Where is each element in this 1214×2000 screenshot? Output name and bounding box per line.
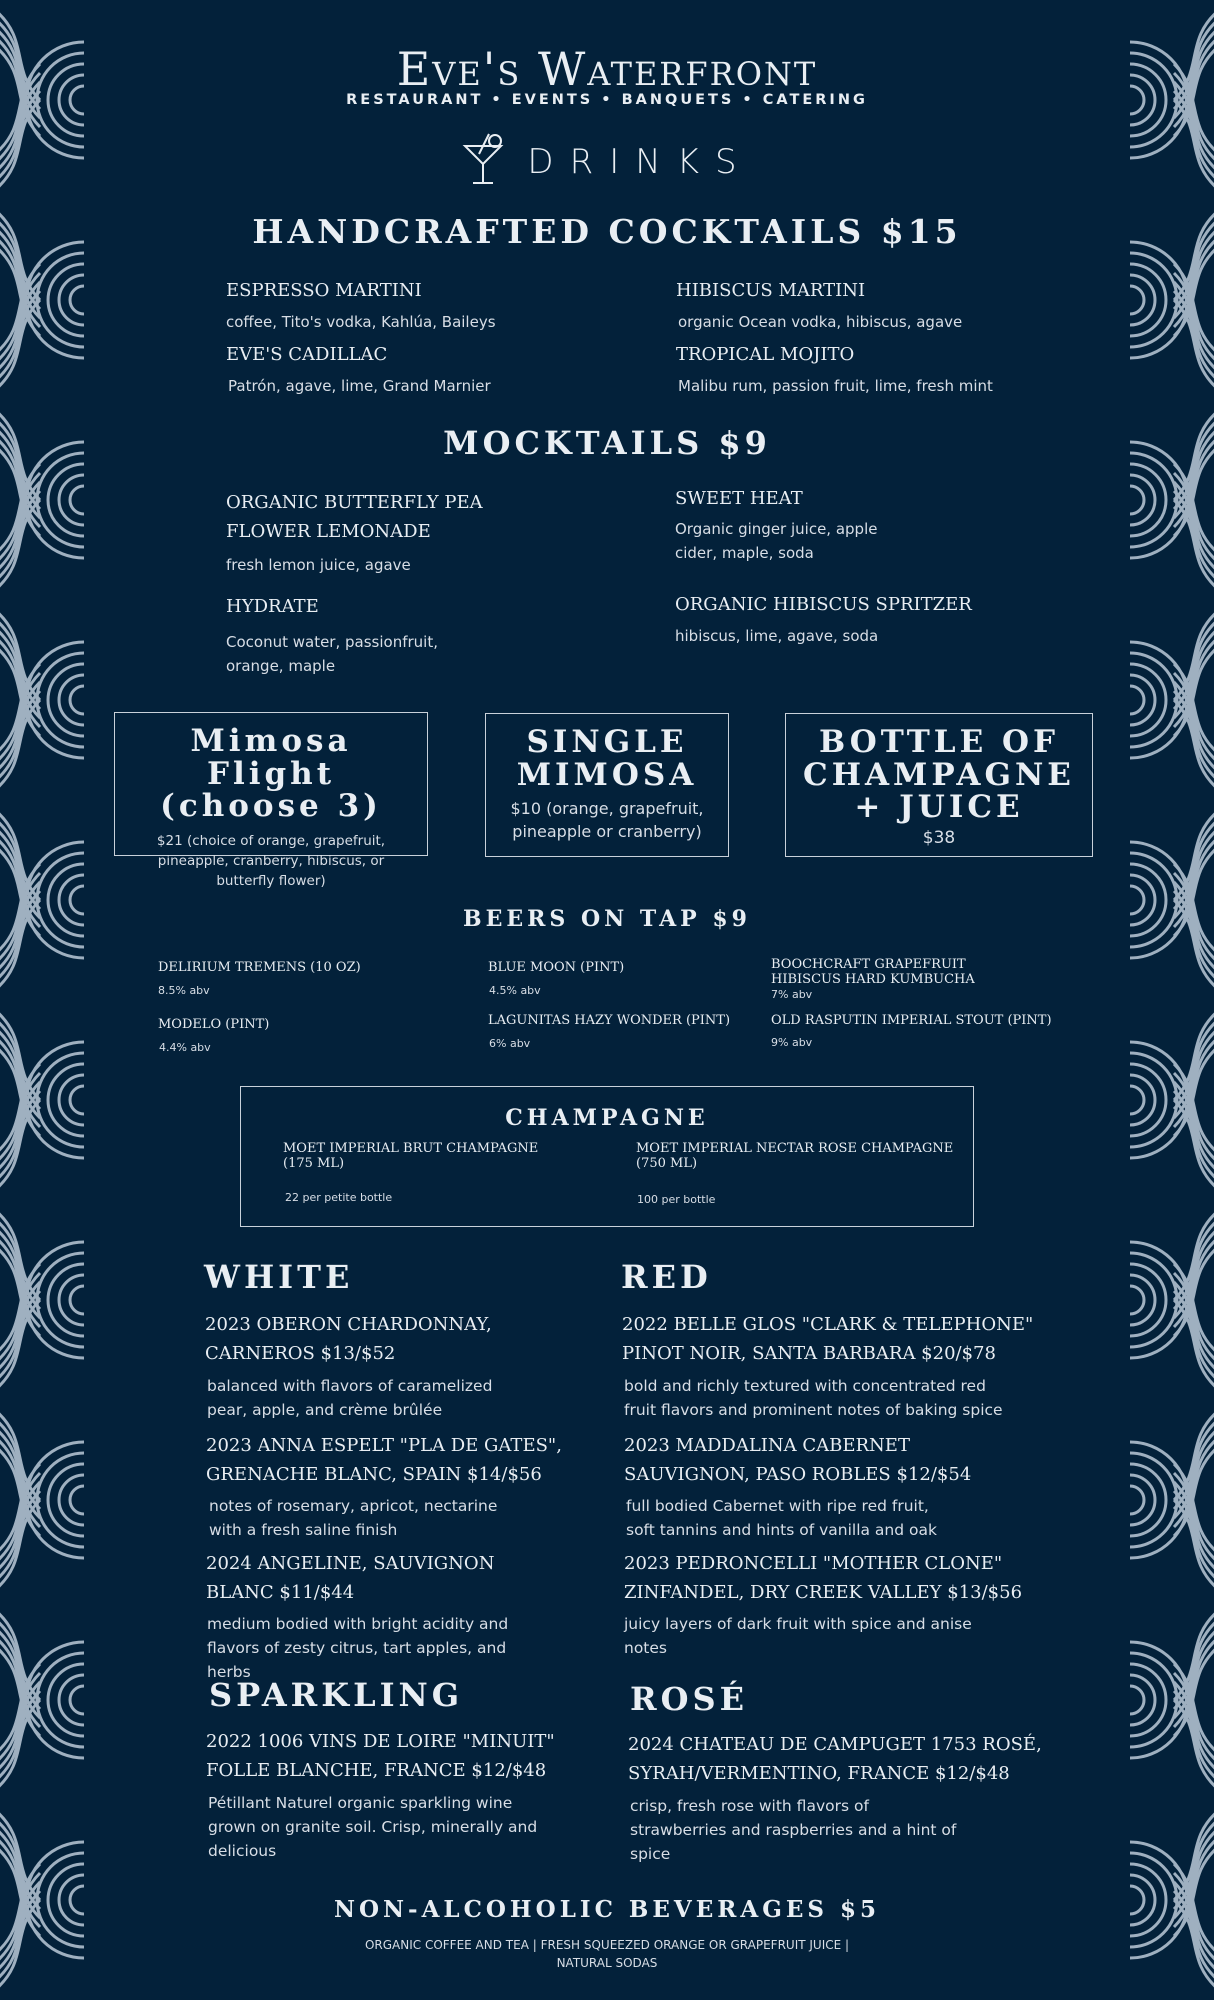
left-wave-border [0,0,84,2000]
drinks-heading [0,132,1214,192]
wave-arc [70,1086,84,1114]
wine-name: 2022 1006 VINS DE LOIRE "MINUIT" FOLLE BLANCHE, FRANCE $12/$48 [206,1731,555,1781]
mimosa-flight-box [114,712,428,889]
cocktail-desc: organic Ocean vodka, hibiscus, agave [678,313,963,331]
wave-arc [1130,1242,1188,1358]
non-alcoholic-desc: ORGANIC COFFEE AND TEA | FRESH SQUEEZED ORANGE OR GRAPEFRUIT JUICE | NATURAL SODAS [364,1938,850,1970]
wave-arc [1130,1042,1188,1158]
champagne-juice-box [785,713,1093,857]
wine-desc: Pétillant Naturel organic sparkling wine grown on granite soil. Crisp, minerally and delicious [208,1794,538,1860]
single-mimosa-box [485,713,729,857]
non-alcoholic-heading: NON-ALCOHOLIC BEVERAGES $5 [333,1896,881,1923]
beer-name: BOOCHCRAFT GRAPEFRUIT HIBISCUS HARD KUMBUCHA [771,957,975,987]
wine-desc: juicy layers of dark fruit with spice and anise notes [624,1615,972,1657]
cocktail-glass-icon [461,132,505,192]
single-mimosa-desc: $10 (orange, grapefruit, pineapple or cranberry) [510,799,704,842]
wave-arc [1130,842,1188,958]
restaurant-name: Eve's Waterfront [396,42,818,96]
mocktail-desc: fresh lemon juice, agave [226,556,411,574]
wave-arc [70,686,84,714]
sparkling-heading: SPARKLING [209,1676,464,1714]
champagne-name: MOET IMPERIAL NECTAR ROSE CHAMPAGNE (750 ML) [636,1141,954,1171]
wine-desc: bold and richly textured with concentrated red fruit flavors and prominent notes of baking spice [624,1377,1003,1419]
mocktail-desc: hibiscus, lime, agave, soda [675,627,879,645]
wine-desc: balanced with flavors of caramelized pear, apple, and crème brûlée [207,1377,493,1419]
wave-arc [70,486,84,514]
wine-name: 2023 ANNA ESPELT "PLA DE GATES", GRENACHE BLANC, SPAIN $14/$56 [206,1435,562,1485]
mimosa-flight-title: Mimosa Flight (choose 3) [160,723,382,825]
cocktail-desc: coffee, Tito's vodka, Kahlúa, Baileys [226,313,496,331]
cocktails-heading: HANDCRAFTED COCKTAILS $15 [252,212,962,251]
wave-arc [26,1042,84,1158]
wave-arc [1130,1286,1144,1314]
wave-arc [1130,1642,1188,1758]
cocktail-name: EVE'S CADILLAC [226,344,388,365]
mocktail-desc: Coconut water, passionfruit, orange, maple [226,633,438,675]
mocktail-desc: Organic ginger juice, apple cider, maple, soda [675,520,878,562]
champagne-juice-title: BOTTLE OF CHAMPAGNE + JUICE [803,724,1075,826]
wave-arc [26,842,84,958]
wave-arc [1130,242,1188,358]
cocktail-desc: Malibu rum, passion fruit, lime, fresh mint [678,377,993,395]
wave-arc [26,642,84,758]
wine-name: 2023 PEDRONCELLI "MOTHER CLONE" ZINFANDEL, DRY CREEK VALLEY $13/$56 [624,1553,1023,1603]
wave-arc [70,1686,84,1714]
restaurant-tagline: RESTAURANT • EVENTS • BANQUETS • CATERING [346,92,868,108]
white-heading: WHITE [204,1258,354,1296]
drinks-label: DRINKS [527,142,753,182]
beer-abv: 8.5% abv [158,984,210,997]
wine-desc: notes of rosemary, apricot, nectarine with a fresh saline finish [209,1497,498,1539]
rose-heading: ROSÉ [630,1680,748,1718]
wine-desc: full bodied Cabernet with ripe red fruit, soft tannins and hints of vanilla and oak [626,1497,937,1539]
wave-arc [1130,1686,1144,1714]
beer-abv: 4.4% abv [159,1041,211,1054]
wave-arc [37,453,84,547]
wave-arc [1130,286,1144,314]
wine-name: 2023 MADDALINA CABERNET SAUVIGNON, PASO ROBLES $12/$54 [624,1435,972,1485]
champagne-price: 22 per petite bottle [285,1191,393,1204]
beer-name: BLUE MOON (PINT) [488,960,625,975]
mimosa-flight-desc: $21 (choice of orange, grapefruit, pineapple, cranberry, hibiscus, or butterfly flower) [156,832,386,889]
beer-name: OLD RASPUTIN IMPERIAL STOUT (PINT) [771,1013,1052,1028]
wave-arc [1130,486,1144,514]
cocktail-desc: Patrón, agave, lime, Grand Marnier [228,377,491,395]
wave-arc [26,1442,84,1558]
wave-arc [26,1642,84,1758]
beer-abv: 9% abv [771,1036,813,1049]
wave-arc [70,1486,84,1514]
beers-heading: BEERS ON TAP $9 [463,906,751,932]
champagne-juice-price: $38 [922,827,956,848]
wine-name: 2022 BELLE GLOS "CLARK & TELEPHONE" PINOT NOIR, SANTA BARBARA $20/$78 [622,1314,1034,1364]
mocktail-name: ORGANIC BUTTERFLY PEA FLOWER LEMONADE [226,492,483,542]
wave-arc [1130,642,1188,758]
red-heading: RED [621,1258,712,1296]
wave-arc [1130,1086,1144,1114]
champagne-box [240,1086,974,1227]
wave-arc [26,242,84,358]
beer-abv: 6% abv [489,1037,531,1050]
champagne-name: MOET IMPERIAL BRUT CHAMPAGNE (175 ML) [283,1141,539,1171]
cocktail-name: HIBISCUS MARTINI [676,280,866,301]
wine-name: 2024 CHATEAU DE CAMPUGET 1753 ROSÉ, SYRAH/VERMENTINO, FRANCE $12/$48 [628,1734,1042,1784]
mocktail-name: SWEET HEAT [675,488,803,509]
champagne-price: 100 per bottle [637,1193,716,1206]
single-mimosa-title: SINGLE MIMOSA [516,724,698,793]
mocktails-heading: MOCKTAILS $9 [443,424,771,462]
wave-arc [1130,1486,1144,1514]
mocktail-name: ORGANIC HIBISCUS SPRITZER [675,594,972,615]
wave-arc [70,286,84,314]
beer-abv: 7% abv [771,988,813,1001]
wine-name: 2024 ANGELINE, SAUVIGNON BLANC $11/$44 [206,1553,495,1603]
beer-name: LAGUNITAS HAZY WONDER (PINT) [488,1013,731,1028]
wave-arc [1130,1442,1188,1558]
right-wave-border [1130,0,1214,2000]
wave-arc [26,1242,84,1358]
wave-arc [1130,686,1144,714]
champagne-heading: CHAMPAGNE [505,1105,709,1131]
cocktail-name: ESPRESSO MARTINI [226,280,422,301]
wave-arc [1130,453,1177,547]
wine-name: 2023 OBERON CHARDONNAY, CARNEROS $13/$52 [205,1314,492,1364]
beer-abv: 4.5% abv [489,984,541,997]
wine-desc: medium bodied with bright acidity and flavors of zesty citrus, tart apples, and herbs [207,1615,509,1681]
wine-desc: crisp, fresh rose with flavors of strawberries and raspberries and a hint of spice [630,1797,957,1863]
cocktail-name: TROPICAL MOJITO [676,344,855,365]
beer-name: MODELO (PINT) [158,1017,270,1032]
wave-arc [70,1286,84,1314]
beer-name: DELIRIUM TREMENS (10 OZ) [158,960,361,975]
mocktail-name: HYDRATE [226,596,319,617]
